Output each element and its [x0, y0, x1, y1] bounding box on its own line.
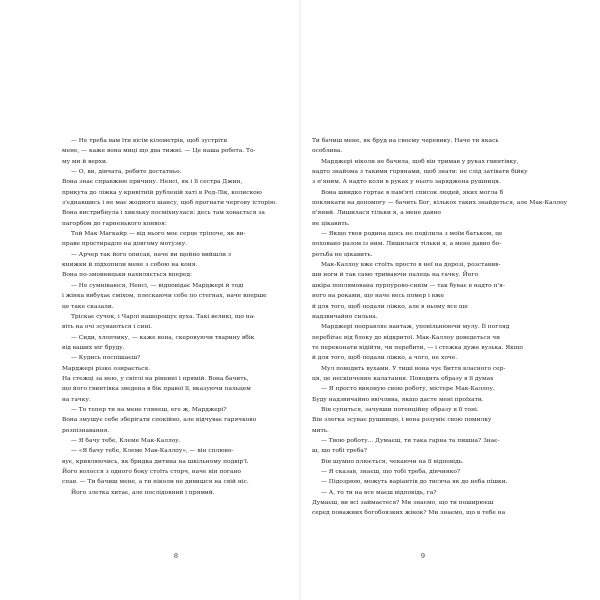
text-line: Вона вистрибнула і хвильку посміхнулася: десь там ховається за	[62, 210, 265, 217]
text-line: надто знайома з такими горянами, щоб знати: не слід затівати бійку	[312, 169, 528, 176]
text-line: — Сиди, хлопчику, — каже вона, скеровуючи тварину вбік	[71, 334, 255, 341]
text-line: віть на очі зсуваються і сині.	[62, 324, 152, 331]
text-line: мить.	[312, 427, 329, 434]
text-line: — Арчер так його описав, наче ви щойно вийшли з	[71, 251, 232, 258]
text-line: покликати на допомогу — бачить Бог, кількох таких знайдеться, але Мак-Каллоу	[312, 200, 568, 207]
text-line: праве простирадло на довгому мотузку.	[62, 241, 188, 248]
page-number-left: 8	[173, 552, 179, 560]
text-line: книжки й підхопили мене з собою на коня.	[62, 262, 198, 269]
text-line: розпізнавання.	[62, 427, 110, 434]
text-line: від ваших ніг бруду.	[62, 344, 125, 351]
text-line: — Твою роботу... Думаєш, ти така гарна та пишна? Знає-	[321, 437, 500, 444]
text-line: Вона швидко гортає в пам'яті список людей, яких могла б	[321, 189, 504, 196]
text-line: — Підозрюю, можуть варіантів до тисяча як до неба пішки.	[321, 479, 508, 486]
text-line: Марджері поправляє вантаж, уповільнюючи мулу. Її погляд	[321, 324, 510, 331]
text-line: Марджері різко озирається.	[62, 365, 150, 372]
text-line: — Якщо твоя родина щось не поділила з моїм батьком, це	[321, 231, 503, 238]
text-line: з п'яним. А надто коли в руках у нього заряджена рушниця.	[312, 179, 501, 186]
left-page-text	[62, 136, 286, 498]
text-line: ши ноги й так само тримаючи палець на гачку. Його	[312, 272, 478, 279]
text-line: спав. — Ти бачиш мене, а ти ніколи не дивишся на свій ніс.	[62, 479, 249, 486]
text-line: На стежці за нею, у світлі на рівнині і прямій. Вона бачить,	[62, 375, 249, 382]
text-line: Тріскає сучок, і Чарлі нашорошує вуха. Такі великі, що на-	[71, 313, 256, 320]
page-number-right: 9	[420, 552, 426, 560]
text-line: Його злетка хитає, але послідовний і прямий.	[71, 489, 215, 496]
text-line: Вона знає справжню причину. Ненсі, як і її сестра Джин,	[62, 179, 243, 186]
text-line: ротьба не цікавить.	[312, 251, 373, 258]
text-line: — «Я бачу тебе, Клеме Мак-Каллоу», — він сплюво-	[71, 448, 234, 455]
text-line: Він супиться, зачувши потенційну образу в її тоні.	[321, 406, 479, 413]
text-line: Він злегка зсуває рушницю, і вона розуміє свою помилку	[312, 417, 492, 424]
text-line: те переконати відійти, чи перебити, — і стежка дуже вузька. Якщо	[312, 344, 523, 351]
text-line: — О, ви, дівчата, робите достатньо.	[71, 169, 182, 176]
text-line: пагорбом до гарненького конвоя:	[62, 220, 167, 227]
text-line: це таке сказали.	[62, 303, 114, 310]
right-page-text	[312, 136, 568, 519]
book-gutter	[298, 0, 302, 600]
text-line: — А, то ти на все маєш відповідь, га?	[321, 489, 437, 496]
text-line: — Не треба вам їти вісім кілометрів, щоб зустріти	[71, 138, 228, 144]
text-line: Вона змушує себе зберігати спокійно, але відчуває гарячково	[62, 417, 257, 424]
text-line: — Кудись поспішаєш?	[71, 355, 141, 362]
text-line: що його гвинтівка зведена в бік правої її, вказуючи пальцем	[62, 386, 251, 393]
left-page	[62, 136, 286, 498]
text-line: ш, що тобі треба?	[312, 448, 367, 455]
text-line: му ми й верхи.	[62, 158, 108, 165]
text-line: — Я сказав, знаєш, що тобі треба, дівчинко?	[321, 469, 461, 475]
text-line: і жінка вибухає сміхом, плескаючи себе по стегнах, наче вперше	[62, 293, 267, 300]
text-line: серед поважних богобоязких жінок? Ми знаємо, що в тебе на	[312, 510, 506, 517]
text-line: й для того, щоб подали ліжко, але в ньому все ще	[312, 303, 468, 310]
text-line: Думаєш, ви всі займаєтеся? Ми знаємо, що ти поширюєш	[312, 500, 494, 507]
text-line: поховано разом із ним. Лишилася тільки я, а мене давно бо-	[312, 241, 502, 248]
text-line: Вона по-змовницьки нахиляється вперед:	[62, 272, 193, 279]
text-line: Той Мак Магкайр — від нього моє серце тріпоче, як ви-	[71, 231, 246, 238]
text-line: Мак-Каллоу вже стоїть просто в неї на дорозі, розставив-	[321, 262, 501, 269]
text-line: Його волосся з одного боку стоїть сторч, наче він погано	[62, 469, 241, 475]
text-line: на гачку.	[62, 396, 91, 403]
text-line: ця, це нескінченне калатання. Поводить образу в її думах	[312, 375, 494, 382]
text-line: особлива.	[312, 148, 343, 155]
text-line: мене, — каже вона миці що два тижні. — Це наша робота. То-	[62, 148, 256, 155]
text-line: ного на роками, що наче весь помер і вже	[312, 293, 444, 300]
text-line: не цікавить.	[312, 220, 350, 227]
right-page	[312, 136, 568, 519]
text-line: з'єднавшись і не має жодного шансу, щоб прогнати чергову історію.	[62, 200, 277, 207]
text-line: — Я просто виконую свою роботу, містере Мак-Каллоу.	[321, 386, 495, 393]
text-line: Ти бачиш мене, як бруд на своєму черевику. Наче ти якась	[312, 138, 499, 144]
text-line: Він шумно плюється, чекаючи на її відповідь.	[321, 458, 464, 465]
text-line: Марджері ніколи не бачила, щоб він тримав у руках гвинтівку,	[321, 158, 519, 165]
text-line: — Не сумніваюся, Ненсі, — відповідає Марджері й тоді	[71, 282, 244, 289]
text-line: — Я бачу тебе, Клеме Мак-Каллоу.	[71, 437, 181, 444]
text-line: й для того, щоб подали ліжко, а чого, не хоче.	[312, 355, 458, 362]
text-line: перебігає від блоку до відкритої. Мак-Каллоу доведеться чи	[312, 334, 501, 341]
text-line: Мул поводить вухами. У тиші вона чує биття власного сер-	[321, 365, 506, 372]
text-line: — То тепер ти на мене глянеш, еге ж, Марджері?	[71, 406, 227, 413]
text-line: прикута до ліжка у кривітній рубленій хаті в Ред-Лік, колискою	[62, 189, 262, 196]
text-line: вує, кривляючись, як бридка дитина на шкільному подвір'ї.	[62, 458, 249, 465]
text-line: п'яний. Лишилася тільки я, а мене давно	[312, 210, 441, 217]
text-line: Буду надзвичайно ввічлива, якщо дасте мені проїхати.	[312, 396, 484, 403]
text-line: шкіра поплямована пурпурово-синім — так буває в надто п'я-	[312, 282, 505, 289]
text-line: надзвичайно сильна.	[312, 313, 378, 320]
